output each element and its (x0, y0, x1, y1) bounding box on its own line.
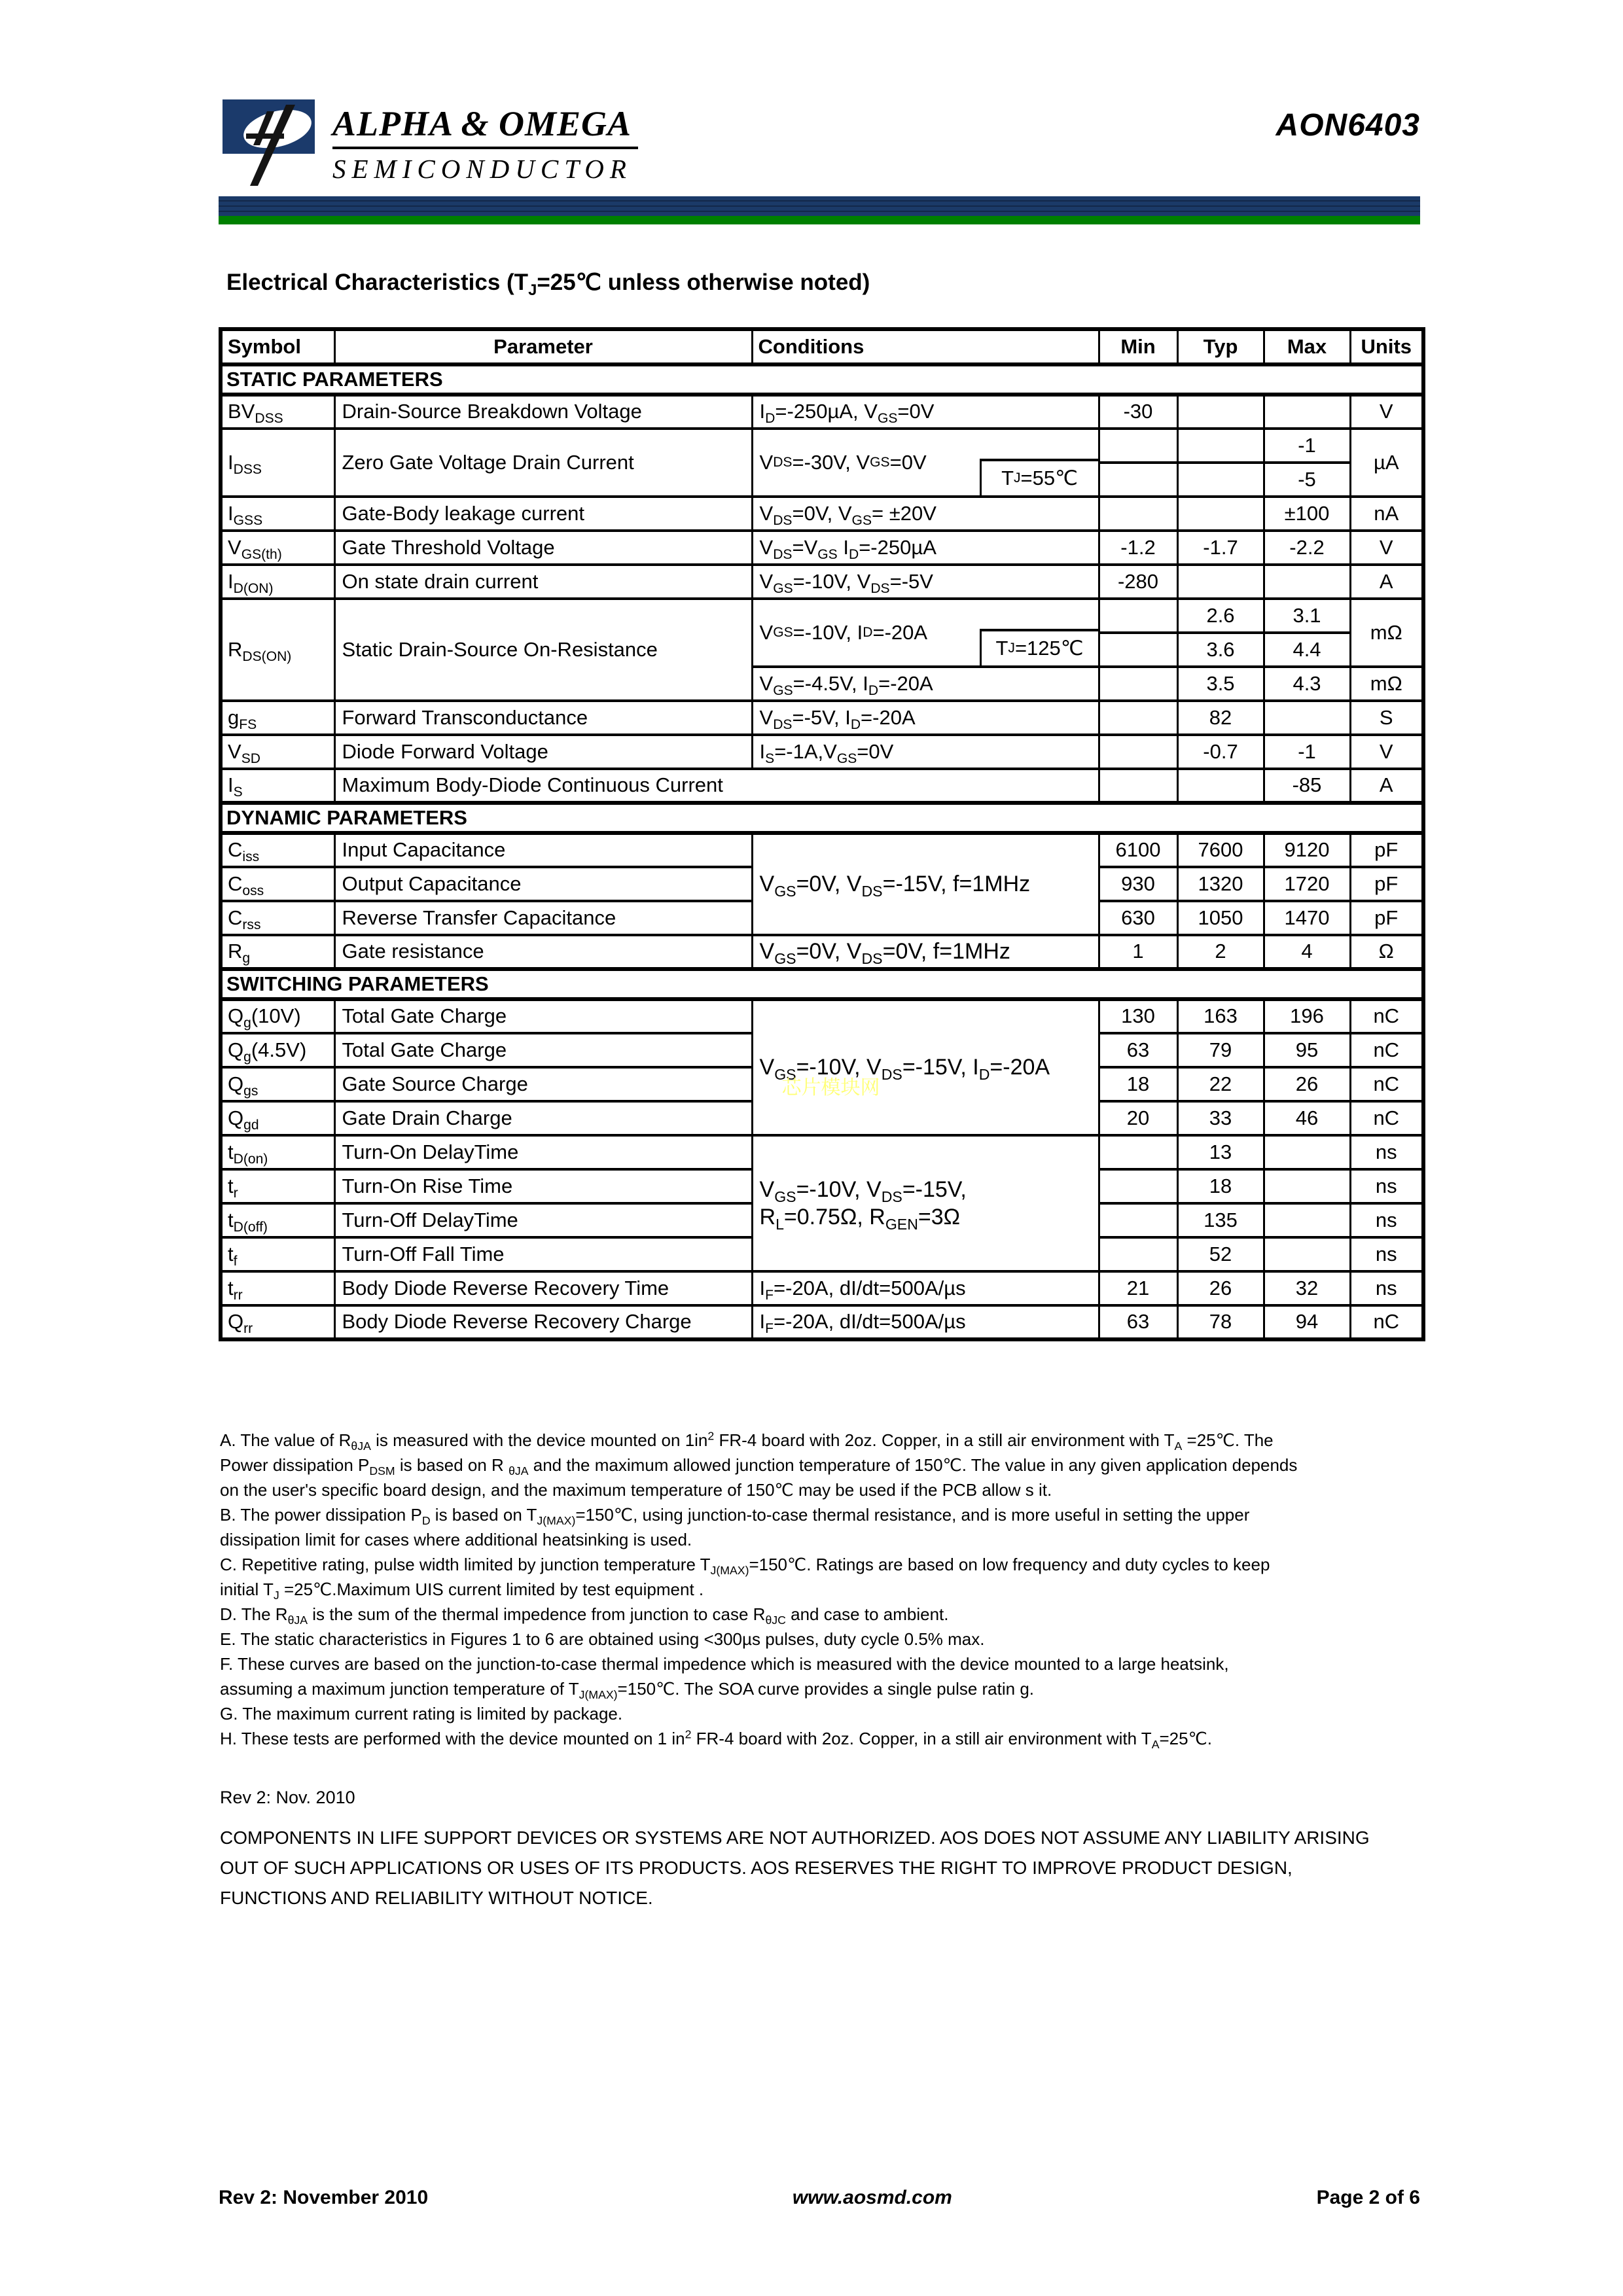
col-header-max: Max (1264, 329, 1350, 364)
min-cell: 630 (1099, 901, 1177, 935)
typ-cell: 163 (1177, 999, 1264, 1033)
footer-revision: Rev 2: November 2010 (219, 2187, 429, 2208)
units-cell: V (1350, 531, 1423, 565)
parameter-cell: Maximum Body-Diode Continuous Current (334, 769, 1099, 803)
typ-cell: 7600 (1177, 833, 1264, 867)
typ-cell: -0.7 (1177, 735, 1264, 769)
units-cell: nA (1350, 497, 1423, 531)
symbol-cell: $C_{rss}$ (221, 901, 334, 935)
conditions-cell: $I_S=-1A,V_{GS}=0V$ (752, 735, 1099, 769)
max-cell: 1470 (1264, 901, 1350, 935)
footer-page-number: Page 2 of 6 (1316, 2187, 1420, 2208)
symbol-cell: $g_{FS}$ (221, 701, 334, 735)
part-number: AON6403 (1275, 108, 1420, 143)
footnote-line: initial $T_J$ =25℃.Maximum UIS current limited by test equipment . (220, 1580, 704, 1602)
max-cell: ±100 (1264, 497, 1350, 531)
footnote-line: assuming a maximum junction temperature of $T_{J(MAX)}=150℃$. The SOA curve provides a single pulse ratin g. (220, 1679, 1035, 1702)
conditions-cell: $V_{GS}=-4.5V$, $I_D=-20A$ (752, 667, 1099, 701)
parameter-cell: Gate Drain Charge (334, 1101, 752, 1135)
symbol-cell: $C_{iss}$ (221, 833, 334, 867)
condition-line-1: $V_{GS}=-10V$, $V_{DS}=-15V$, (759, 1176, 967, 1205)
units-cell: ns (1350, 1169, 1423, 1203)
min-cell (1099, 1203, 1177, 1237)
symbol-cell: $I_{D(ON)}$ (221, 565, 334, 599)
typ-cell (1177, 463, 1264, 497)
electrical-characteristics-table (219, 327, 1425, 1341)
typ-cell (1177, 395, 1264, 429)
symbol-cell: $I_{GSS}$ (221, 497, 334, 531)
max-cell: 46 (1264, 1101, 1350, 1135)
page-header (223, 99, 1420, 198)
symbol-cell: $t_{D(on)}$ (221, 1135, 334, 1169)
parameter-cell: Turn-Off Fall Time (334, 1237, 752, 1271)
symbol-cell: $t_r$ (221, 1169, 334, 1203)
table-row (221, 599, 1423, 633)
typ-cell: 26 (1177, 1271, 1264, 1305)
min-cell: -280 (1099, 565, 1177, 599)
max-cell: -1 (1264, 429, 1350, 463)
units-cell: V (1350, 735, 1423, 769)
parameter-cell: Gate Source Charge (334, 1067, 752, 1101)
units-cell: S (1350, 701, 1423, 735)
max-cell (1264, 1237, 1350, 1271)
disclaimer-line: FUNCTIONS AND RELIABILITY WITHOUT NOTICE. (220, 1888, 653, 1908)
min-cell: 63 (1099, 1033, 1177, 1067)
green-band (219, 216, 1420, 224)
max-cell: 1720 (1264, 867, 1350, 901)
table-header-row (221, 329, 1423, 364)
typ-cell: 82 (1177, 701, 1264, 735)
parameter-cell: Body Diode Reverse Recovery Charge (334, 1305, 752, 1339)
parameter-cell: Drain-Source Breakdown Voltage (334, 395, 752, 429)
typ-cell (1177, 429, 1264, 463)
table-row (221, 565, 1423, 599)
max-cell: -85 (1264, 769, 1350, 803)
page-footer (219, 2187, 1420, 2209)
footnote-line: G. The maximum current rating is limited by package. (220, 1704, 623, 1723)
units-cell: ns (1350, 1135, 1423, 1169)
section-header-switching (221, 969, 1423, 999)
condition-main: $V_{GS}=-10V$, $V_{DS}=-15V$, $I_D=-20A$ (759, 1055, 1050, 1084)
symbol-cell: $Q_g(10V)$ (221, 999, 334, 1033)
footnote-line: C. Repetitive rating, pulse width limited by junction temperature $T_{J(MAX)}=150℃$. Ratings are based on low frequency and duty cycles to keep (220, 1555, 1270, 1578)
min-cell (1099, 735, 1177, 769)
parameter-cell: Output Capacitance (334, 867, 752, 901)
min-cell (1099, 497, 1177, 531)
max-cell: 9120 (1264, 833, 1350, 867)
typ-cell: 52 (1177, 1237, 1264, 1271)
max-cell: 4 (1264, 935, 1350, 969)
symbol-cell: $t_{D(off)}$ (221, 1203, 334, 1237)
max-cell: -2.2 (1264, 531, 1350, 565)
max-cell: 4.4 (1264, 633, 1350, 667)
units-cell: A (1350, 769, 1423, 803)
col-header-symbol: Symbol (221, 329, 334, 364)
max-cell (1264, 1203, 1350, 1237)
table-row (221, 531, 1423, 565)
parameter-cell: Static Drain-Source On-Resistance (334, 599, 752, 701)
max-cell: 4.3 (1264, 667, 1350, 701)
page-title: Electrical Characteristics ($T_J=25℃$ unless otherwise noted) (226, 270, 870, 299)
typ-cell (1177, 497, 1264, 531)
min-cell (1099, 429, 1177, 463)
max-cell (1264, 395, 1350, 429)
conditions-cell: $V_{DS}=-5V$, $I_D=-20A$ (752, 701, 1099, 735)
conditions-cell: $V_{DS}=0V$, $V_{GS}= \pm 20V$ (752, 497, 1099, 531)
typ-cell: 3.5 (1177, 667, 1264, 701)
symbol-cell: $R_g$ (221, 935, 334, 969)
footnote-line: D. The $R_{\theta JA}$ is the sum of the thermal impedence from junction to case $R_{\theta JC}$ and case to ambient. (220, 1604, 949, 1627)
footnote-line: A. The value of $R_{\theta JA}$ is measured with the device mounted on $1in^2$ FR-4 board with 2oz. Copper, in a still air environment with $T_A$ =25℃. The (220, 1429, 1274, 1453)
min-cell (1099, 599, 1177, 633)
min-cell: 21 (1099, 1271, 1177, 1305)
footnote-line: H. These tests are performed with the device mounted on 1 $in^2$ FR-4 board with 2oz. Copper, in a still air environment with $T_A=25℃$. (220, 1727, 1213, 1752)
parameter-cell: Input Capacitance (334, 833, 752, 867)
section-title: DYNAMIC PARAMETERS (221, 803, 1423, 833)
max-cell: 94 (1264, 1305, 1350, 1339)
col-header-units: Units (1350, 329, 1423, 364)
conditions-cell (752, 999, 1099, 1135)
typ-cell: 3.6 (1177, 633, 1264, 667)
symbol-cell: $I_{DSS}$ (221, 429, 334, 497)
footnote-line: Power dissipation $P_{DSM}$ is based on R $_{\theta JA}$ and the maximum allowed junction temperature of 150℃. The value in any given application depends (220, 1455, 1298, 1478)
min-cell (1099, 769, 1177, 803)
symbol-cell: $I_S$ (221, 769, 334, 803)
units-cell: nC (1350, 1033, 1423, 1067)
max-cell (1264, 701, 1350, 735)
condition-subcell: T J =125℃ (980, 629, 1098, 665)
parameter-cell: Gate-Body leakage current (334, 497, 752, 531)
units-cell: nC (1350, 1305, 1423, 1339)
min-cell: 930 (1099, 867, 1177, 901)
parameter-cell: Forward Transconductance (334, 701, 752, 735)
table-row (221, 1305, 1423, 1339)
parameter-cell: Total Gate Charge (334, 1033, 752, 1067)
symbol-cell: $V_{GS(th)}$ (221, 531, 334, 565)
condition-line-2: $R_L=0.75\Omega$, $R_{GEN}=3\Omega$ (759, 1205, 961, 1233)
typ-cell (1177, 769, 1264, 803)
parameter-cell: Zero Gate Voltage Drain Current (334, 429, 752, 497)
min-cell: -30 (1099, 395, 1177, 429)
conditions-cell: $V_{GS}=0V$, $V_{DS}=0V$, f=1MHz (752, 935, 1099, 969)
conditions-cell: $I_D=-250\mu A$, $V_{GS}=0V$ (752, 395, 1099, 429)
min-cell (1099, 633, 1177, 667)
typ-cell: 13 (1177, 1135, 1264, 1169)
min-cell: 1 (1099, 935, 1177, 969)
typ-cell: 2.6 (1177, 599, 1264, 633)
condition-subcell: T J =55℃ (980, 459, 1098, 495)
units-cell: pF (1350, 867, 1423, 901)
parameter-cell: Diode Forward Voltage (334, 735, 752, 769)
col-header-parameter: Parameter (334, 329, 752, 364)
units-cell: A (1350, 565, 1423, 599)
parameter-cell: Gate Threshold Voltage (334, 531, 752, 565)
symbol-cell: $BV_{DSS}$ (221, 395, 334, 429)
units-cell: ns (1350, 1203, 1423, 1237)
min-cell: 63 (1099, 1305, 1177, 1339)
watermark-text: 芯片模块网 (781, 1076, 880, 1099)
max-cell: 95 (1264, 1033, 1350, 1067)
min-cell (1099, 463, 1177, 497)
units-cell: mΩ (1350, 667, 1423, 701)
table-row (221, 833, 1423, 867)
max-cell: 3.1 (1264, 599, 1350, 633)
typ-cell: 1050 (1177, 901, 1264, 935)
symbol-cell: $C_{oss}$ (221, 867, 334, 901)
units-cell: nC (1350, 1101, 1423, 1135)
table-row (221, 769, 1423, 803)
table-row (221, 999, 1423, 1033)
footnotes (220, 1428, 1437, 1751)
section-title: STATIC PARAMETERS (221, 364, 1423, 395)
parameter-cell: Gate resistance (334, 935, 752, 969)
footnote-line: B. The power dissipation $P_D$ is based on $T_{J(MAX)}=150℃$, using junction-to-case thermal resistance, and is more useful in setting the upper (220, 1505, 1250, 1528)
typ-cell: 2 (1177, 935, 1264, 969)
conditions-cell (752, 1135, 1099, 1271)
min-cell (1099, 1169, 1177, 1203)
parameter-cell: On state drain current (334, 565, 752, 599)
table-row (221, 935, 1423, 969)
revision-note: Rev 2: Nov. 2010 (220, 1788, 355, 1807)
symbol-cell: $t_{rr}$ (221, 1271, 334, 1305)
table-row (221, 701, 1423, 735)
min-cell: 18 (1099, 1067, 1177, 1101)
min-cell (1099, 1237, 1177, 1271)
typ-cell: -1.7 (1177, 531, 1264, 565)
symbol-cell: $V_{SD}$ (221, 735, 334, 769)
typ-cell: 135 (1177, 1203, 1264, 1237)
brand-line-1: ALPHA & OMEGA (332, 103, 638, 149)
brand-name (332, 103, 638, 185)
units-cell: nC (1350, 999, 1423, 1033)
table-row (221, 497, 1423, 531)
conditions-cell: $I_F=-20A$, dI/dt=500A/µs (752, 1305, 1099, 1339)
conditions-cell (752, 429, 1099, 497)
disclaimer-line: COMPONENTS IN LIFE SUPPORT DEVICES OR SYSTEMS ARE NOT AUTHORIZED. AOS DOES NOT ASSUME ANY LIABILITY ARISING (220, 1828, 1370, 1848)
conditions-cell: $I_F=-20A$, dI/dt=500A/µs (752, 1271, 1099, 1305)
max-cell: 32 (1264, 1271, 1350, 1305)
condition-main: V GS =-10V, I D =-20A (759, 620, 928, 644)
col-header-min: Min (1099, 329, 1177, 364)
max-cell (1264, 1169, 1350, 1203)
conditions-cell: $V_{GS}=0V$, $V_{DS}=-15V$, f=1MHz (752, 833, 1099, 935)
parameter-cell: Total Gate Charge (334, 999, 752, 1033)
table-row (221, 735, 1423, 769)
brand-line-2: SEMICONDUCTOR (332, 154, 632, 184)
symbol-cell: $t_f$ (221, 1237, 334, 1271)
typ-cell (1177, 565, 1264, 599)
disclaimer-line: OUT OF SUCH APPLICATIONS OR USES OF ITS PRODUCTS. AOS RESERVES THE RIGHT TO IMPROVE PRODUCT DESIGN, (220, 1858, 1293, 1878)
disclaimer (220, 1823, 1437, 1913)
footnote-line: dissipation limit for cases where additional heatsinking is used. (220, 1530, 692, 1549)
units-cell: Ω (1350, 935, 1423, 969)
condition-main: V DS =-30V, V GS =0V (759, 450, 927, 474)
footnote-line: on the user's specific board design, and the maximum temperature of 150℃ may be used if the PCB allow s it. (220, 1480, 1052, 1500)
symbol-cell: $Q_{gd}$ (221, 1101, 334, 1135)
max-cell (1264, 1135, 1350, 1169)
section-header-dynamic (221, 803, 1423, 833)
section-title: SWITCHING PARAMETERS (221, 969, 1423, 999)
parameter-cell: Turn-On Rise Time (334, 1169, 752, 1203)
navy-band (219, 196, 1420, 216)
units-cell: pF (1350, 833, 1423, 867)
parameter-cell: Turn-Off DelayTime (334, 1203, 752, 1237)
section-header-static (221, 364, 1423, 395)
units-cell: µA (1350, 429, 1423, 497)
min-cell (1099, 701, 1177, 735)
footnote-line: F. These curves are based on the junction-to-case thermal impedence which is measured with the device mounted to a large heatsink, (220, 1654, 1229, 1674)
min-cell: -1.2 (1099, 531, 1177, 565)
typ-cell: 18 (1177, 1169, 1264, 1203)
table-row (221, 1135, 1423, 1169)
parameter-cell: Turn-On DelayTime (334, 1135, 752, 1169)
symbol-cell: $R_{DS(ON)}$ (221, 599, 334, 701)
max-cell (1264, 565, 1350, 599)
units-cell: mΩ (1350, 599, 1423, 667)
typ-cell: 22 (1177, 1067, 1264, 1101)
footnote-line: E. The static characteristics in Figures 1 to 6 are obtained using <300µs pulses, duty cycle 0.5% max. (220, 1629, 985, 1649)
min-cell: 6100 (1099, 833, 1177, 867)
conditions-cell: $V_{GS}=-10V$, $V_{DS}=-5V$ (752, 565, 1099, 599)
symbol-cell: $Q_g(4.5V)$ (221, 1033, 334, 1067)
typ-cell: 33 (1177, 1101, 1264, 1135)
symbol-cell: $Q_{rr}$ (221, 1305, 334, 1339)
header-color-band (219, 196, 1420, 224)
conditions-cell (752, 599, 1099, 667)
units-cell: ns (1350, 1271, 1423, 1305)
units-cell: nC (1350, 1067, 1423, 1101)
condition-main (760, 1176, 1093, 1231)
max-cell: 196 (1264, 999, 1350, 1033)
units-cell: ns (1350, 1237, 1423, 1271)
footer-website: www.aosmd.com (792, 2187, 952, 2208)
parameter-cell: Body Diode Reverse Recovery Time (334, 1271, 752, 1305)
min-cell (1099, 667, 1177, 701)
min-cell (1099, 1135, 1177, 1169)
min-cell: 130 (1099, 999, 1177, 1033)
max-cell: -1 (1264, 735, 1350, 769)
table-row (221, 429, 1423, 463)
units-cell: pF (1350, 901, 1423, 935)
max-cell: 26 (1264, 1067, 1350, 1101)
min-cell: 20 (1099, 1101, 1177, 1135)
typ-cell: 1320 (1177, 867, 1264, 901)
typ-cell: 79 (1177, 1033, 1264, 1067)
col-header-conditions: Conditions (752, 329, 1099, 364)
table-row (221, 395, 1423, 429)
col-header-typ: Typ (1177, 329, 1264, 364)
symbol-cell: $Q_{gs}$ (221, 1067, 334, 1101)
units-cell: V (1350, 395, 1423, 429)
max-cell: -5 (1264, 463, 1350, 497)
parameter-cell: Reverse Transfer Capacitance (334, 901, 752, 935)
typ-cell: 78 (1177, 1305, 1264, 1339)
conditions-cell: $V_{DS}=V_{GS}$ $I_D=-250\mu A$ (752, 531, 1099, 565)
aos-logo-icon (223, 99, 322, 194)
table-row (221, 1271, 1423, 1305)
